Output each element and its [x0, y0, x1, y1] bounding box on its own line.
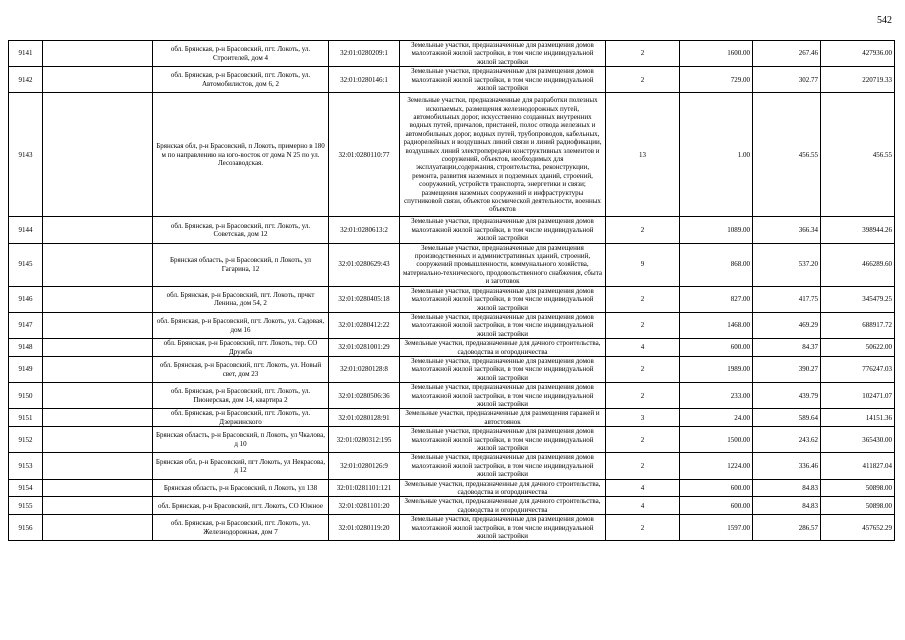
group-cell: 2: [606, 286, 680, 312]
cadastral-number-cell: 32:01:0280110:77: [329, 93, 400, 217]
group-cell: 2: [606, 427, 680, 453]
table-row: [9, 312, 895, 338]
land-use-cell: Земельные участки, предназначенные для дачного строительства, садоводства и огородничества: [400, 479, 606, 497]
cadastral-number-cell: 32:01:0280119:20: [329, 515, 400, 541]
address-cell: обл. Брянская, р-н Брасовский, пгт. Локоть, ул. Железнодорожная, дом 7: [153, 515, 329, 541]
table-row: [9, 409, 895, 427]
specific-value-cell: 84.83: [753, 479, 821, 497]
cadastral-number-cell: 32:01:0280412:22: [329, 312, 400, 338]
cadastral-value-cell: 220719.33: [821, 67, 895, 93]
land-use-cell: Земельные участки, предназначенные для размещения домов малоэтажной жилой застройки, в том числе индивидуальной жилой застройки: [400, 515, 606, 541]
table-row: [9, 356, 895, 382]
area-cell: 1500.00: [680, 427, 753, 453]
specific-value-cell: 417.75: [753, 286, 821, 312]
land-use-cell: Земельные участки, предназначенные для размещения домов малоэтажной жилой застройки, в том числе индивидуальной жилой застройки: [400, 67, 606, 93]
cadastral-value-cell: 50898.00: [821, 479, 895, 497]
row-number-cell: 9141: [9, 41, 43, 67]
row-number-cell: 9146: [9, 286, 43, 312]
table-row: [9, 497, 895, 515]
address-cell: обл. Брянская, р-н Брасовский, пгт. Локоть, прчкт Ленина, дом 54, 2: [153, 286, 329, 312]
cadastral-value-cell: 102471.07: [821, 383, 895, 409]
row-number-cell: 9143: [9, 93, 43, 217]
table-row: [9, 383, 895, 409]
table-row: [9, 41, 895, 67]
row-number-cell: 9150: [9, 383, 43, 409]
cadastral-value-cell: 688917.72: [821, 312, 895, 338]
cadastral-number-cell: 32:01:0280128:8: [329, 356, 400, 382]
specific-value-cell: 390.27: [753, 356, 821, 382]
land-use-cell: Земельные участки, предназначенные для размещения домов малоэтажной жилой застройки, в том числе индивидуальной жилой застройки: [400, 453, 606, 479]
address-cell: Брянская обл, р-н Брасовский, п Локоть, примерно в 180 м по направлению на юго-восток от дома N 25 по ул. Лесозаводская.: [153, 93, 329, 217]
area-cell: 600.00: [680, 339, 753, 357]
empty-cell: [43, 243, 153, 286]
empty-cell: [43, 217, 153, 243]
address-cell: обл. Брянская, р-н Брасовский, пгт. Локоть, тер. СО Дружба: [153, 339, 329, 357]
area-cell: 827.00: [680, 286, 753, 312]
specific-value-cell: 243.62: [753, 427, 821, 453]
row-number-cell: 9155: [9, 497, 43, 515]
empty-cell: [43, 515, 153, 541]
group-cell: 2: [606, 217, 680, 243]
table-row: [9, 243, 895, 286]
empty-cell: [43, 356, 153, 382]
cadastral-number-cell: 32:01:0280312:195: [329, 427, 400, 453]
cadastral-value-cell: 345479.25: [821, 286, 895, 312]
group-cell: 2: [606, 515, 680, 541]
page-number: 542: [877, 15, 892, 26]
cadastral-value-cell: 466289.60: [821, 243, 895, 286]
land-use-cell: Земельные участки, предназначенные для размещения домов малоэтажной жилой застройки, в том числе индивидуальной жилой застройки: [400, 312, 606, 338]
table-row: [9, 339, 895, 357]
group-cell: 3: [606, 409, 680, 427]
cadastral-value-table: [8, 40, 895, 541]
row-number-cell: 9144: [9, 217, 43, 243]
land-use-cell: Земельные участки, предназначенные для размещения производственных и административных зданий, строений, сооружений промышленности, коммунального хозяйства, материально-технического, продовольственного снабжения, сбыта и заготовок: [400, 243, 606, 286]
row-number-cell: 9154: [9, 479, 43, 497]
area-cell: 1224.00: [680, 453, 753, 479]
group-cell: 4: [606, 339, 680, 357]
empty-cell: [43, 497, 153, 515]
land-use-cell: Земельные участки, предназначенные для размещения гаражей и автостоянок: [400, 409, 606, 427]
area-cell: 233.00: [680, 383, 753, 409]
empty-cell: [43, 93, 153, 217]
group-cell: 2: [606, 67, 680, 93]
cadastral-number-cell: 32:01:0280146:1: [329, 67, 400, 93]
land-use-cell: Земельные участки, предназначенные для дачного строительства, садоводства и огородничества: [400, 339, 606, 357]
land-use-cell: Земельные участки, предназначенные для размещения домов малоэтажной жилой застройки, в том числе индивидуальной жилой застройки: [400, 427, 606, 453]
specific-value-cell: 84.37: [753, 339, 821, 357]
empty-cell: [43, 41, 153, 67]
cadastral-number-cell: 32:01:0281101:121: [329, 479, 400, 497]
table-row: [9, 93, 895, 217]
cadastral-value-cell: 776247.03: [821, 356, 895, 382]
cadastral-number-cell: 32:01:0280629:43: [329, 243, 400, 286]
address-cell: обл. Брянская, р-н Брасовский, пгт. Локоть, ул. Новый свет, дом 23: [153, 356, 329, 382]
address-cell: обл. Брянская, р-н Брасовский, пгт. Локоть, ул. Советская, дом 12: [153, 217, 329, 243]
address-cell: обл. Брянская, р-н Брасовский, пгт. Локоть, ул. Строителей, дом 4: [153, 41, 329, 67]
table-row: [9, 67, 895, 93]
group-cell: 4: [606, 497, 680, 515]
table-row: [9, 427, 895, 453]
land-use-cell: Земельные участки, предназначенные для размещения домов малоэтажной жилой застройки, в том числе индивидуальной жилой застройки: [400, 356, 606, 382]
area-cell: 729.00: [680, 67, 753, 93]
row-number-cell: 9151: [9, 409, 43, 427]
empty-cell: [43, 312, 153, 338]
area-cell: 1089.00: [680, 217, 753, 243]
table-row: [9, 286, 895, 312]
row-number-cell: 9153: [9, 453, 43, 479]
group-cell: 2: [606, 356, 680, 382]
land-use-cell: Земельные участки, предназначенные для разработки полезных ископаемых, размещения железнодорожных путей, автомобильных дорог, искусственно созданных внутренних водных путей, причалов, пристаней, полос отвода железных и автомобильных дорог, водных путей, трубопроводов, кабельных, радиорелейных и воздушных линий связи и линий радиофикации, воздушных линий электропередачи конструктивных элементов и сооружений, объектов, необходимых для эксплуатации,содержания, строительства, реконструкции, ремонта, развития наземных и подземных зданий, строений, сооружений, устройств транспорта, энергетики и связи; размещения наземных сооружений и инфраструктуры спутниковой связи, объектов космической деятельности, военных объектов: [400, 93, 606, 217]
land-use-cell: Земельные участки, предназначенные для дачного строительства, садоводства и огородничества: [400, 497, 606, 515]
land-use-cell: Земельные участки, предназначенные для размещения домов малоэтажной жилой застройки, в том числе индивидуальной жилой застройки: [400, 286, 606, 312]
cadastral-number-cell: 32:01:0280209:1: [329, 41, 400, 67]
group-cell: 2: [606, 383, 680, 409]
specific-value-cell: 456.55: [753, 93, 821, 217]
area-cell: 1597.00: [680, 515, 753, 541]
address-cell: Брянская область, р-н Брасовский, п Локоть, ул 138: [153, 479, 329, 497]
specific-value-cell: 589.64: [753, 409, 821, 427]
specific-value-cell: 537.20: [753, 243, 821, 286]
row-number-cell: 9145: [9, 243, 43, 286]
specific-value-cell: 439.79: [753, 383, 821, 409]
cadastral-number-cell: 32:01:0280405:18: [329, 286, 400, 312]
address-cell: Брянская область, р-н Брасовский, п Локоть, ул Гагарина, 12: [153, 243, 329, 286]
land-use-cell: Земельные участки, предназначенные для размещения домов малоэтажной жилой застройки, в том числе индивидуальной жилой застройки: [400, 217, 606, 243]
row-number-cell: 9149: [9, 356, 43, 382]
area-cell: 1468.00: [680, 312, 753, 338]
cadastral-number-cell: 32:01:0280128:91: [329, 409, 400, 427]
empty-cell: [43, 409, 153, 427]
group-cell: 2: [606, 41, 680, 67]
specific-value-cell: 286.57: [753, 515, 821, 541]
empty-cell: [43, 67, 153, 93]
address-cell: обл. Брянская, р-н Брасовский, пгт. Локоть, ул. Автомобилистов, дом 6, 2: [153, 67, 329, 93]
area-cell: 1600.00: [680, 41, 753, 67]
land-use-cell: Земельные участки, предназначенные для размещения домов малоэтажной жилой застройки, в том числе индивидуальной жилой застройки: [400, 383, 606, 409]
table-row: [9, 515, 895, 541]
cadastral-value-cell: 411827.04: [821, 453, 895, 479]
empty-cell: [43, 339, 153, 357]
table-row: [9, 479, 895, 497]
table-row: [9, 453, 895, 479]
group-cell: 2: [606, 312, 680, 338]
empty-cell: [43, 383, 153, 409]
cadastral-value-cell: 457652.29: [821, 515, 895, 541]
table-row: [9, 217, 895, 243]
specific-value-cell: 469.29: [753, 312, 821, 338]
specific-value-cell: 84.83: [753, 497, 821, 515]
cadastral-value-cell: 14151.36: [821, 409, 895, 427]
address-cell: Брянская область, р-н Брасовский, п Локоть, ул Чкаловa, д 10: [153, 427, 329, 453]
empty-cell: [43, 427, 153, 453]
cadastral-number-cell: 32:01:0280613:2: [329, 217, 400, 243]
address-cell: обл. Брянская, р-н Брасовский, пгт. Локоть, ул. Дзержинского: [153, 409, 329, 427]
address-cell: обл. Брянская, р-н Брасовский, пгт. Локоть, ул. Пионерская, дом 14, квартира 2: [153, 383, 329, 409]
area-cell: 868.00: [680, 243, 753, 286]
cadastral-value-cell: 456.55: [821, 93, 895, 217]
group-cell: 2: [606, 453, 680, 479]
row-number-cell: 9142: [9, 67, 43, 93]
cadastral-value-cell: 50622.00: [821, 339, 895, 357]
row-number-cell: 9147: [9, 312, 43, 338]
specific-value-cell: 267.46: [753, 41, 821, 67]
row-number-cell: 9148: [9, 339, 43, 357]
specific-value-cell: 336.46: [753, 453, 821, 479]
empty-cell: [43, 453, 153, 479]
row-number-cell: 9152: [9, 427, 43, 453]
group-cell: 13: [606, 93, 680, 217]
cadastral-number-cell: 32:01:0280126:9: [329, 453, 400, 479]
address-cell: обл. Брянская, р-н Брасовский, пгт. Локоть, СО Южное: [153, 497, 329, 515]
address-cell: Брянская обл, р-н Брасовский, пгт Локоть, ул Некрасова, д 12: [153, 453, 329, 479]
empty-cell: [43, 479, 153, 497]
cadastral-value-cell: 398944.26: [821, 217, 895, 243]
specific-value-cell: 366.34: [753, 217, 821, 243]
address-cell: обл. Брянская, р-н Брасовский, пгт. Локоть, ул. Садовая, дом 16: [153, 312, 329, 338]
empty-cell: [43, 286, 153, 312]
area-cell: 1.00: [680, 93, 753, 217]
specific-value-cell: 302.77: [753, 67, 821, 93]
row-number-cell: 9156: [9, 515, 43, 541]
area-cell: 24.00: [680, 409, 753, 427]
cadastral-value-cell: 365430.00: [821, 427, 895, 453]
cadastral-number-cell: 32:01:0281101:20: [329, 497, 400, 515]
cadastral-value-cell: 427936.00: [821, 41, 895, 67]
group-cell: 9: [606, 243, 680, 286]
area-cell: 600.00: [680, 497, 753, 515]
cadastral-number-cell: 32:01:0281001:29: [329, 339, 400, 357]
group-cell: 4: [606, 479, 680, 497]
cadastral-value-cell: 50898.00: [821, 497, 895, 515]
cadastral-number-cell: 32:01:0280506:36: [329, 383, 400, 409]
area-cell: 1989.00: [680, 356, 753, 382]
area-cell: 600.00: [680, 479, 753, 497]
land-use-cell: Земельные участки, предназначенные для размещения домов малоэтажной жилой застройки, в том числе индивидуальной жилой застройки: [400, 41, 606, 67]
